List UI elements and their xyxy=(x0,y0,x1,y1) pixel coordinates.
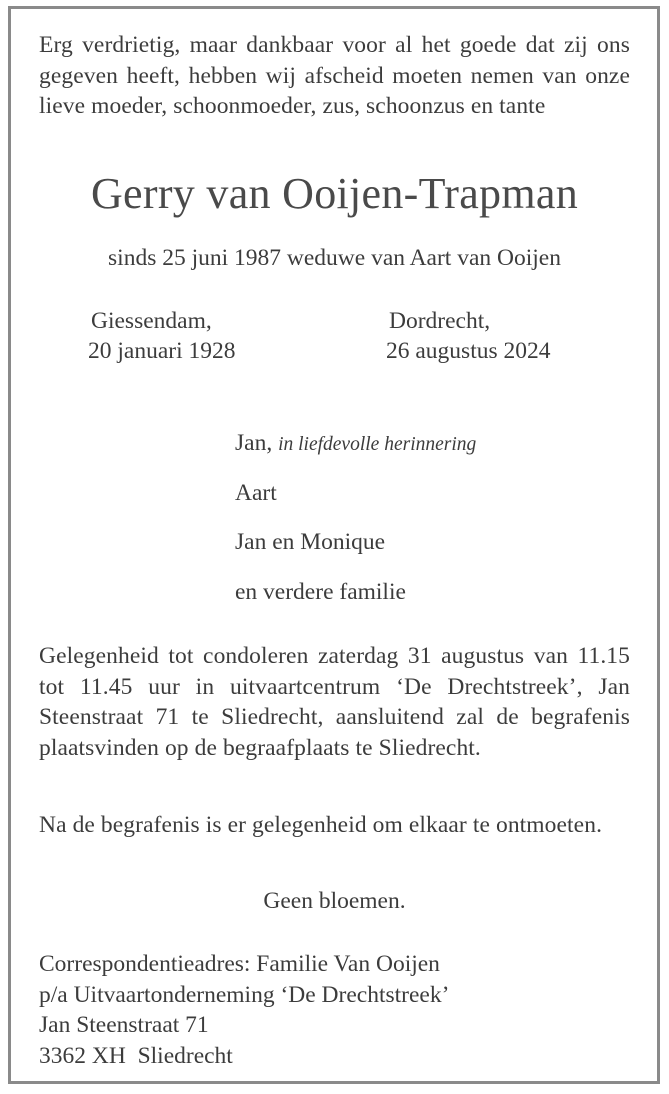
death-place: Dordrecht, xyxy=(389,308,491,334)
meeting-text: Na de begrafenis is er gelegenheid om elkaar te ontmoeten. xyxy=(39,812,603,838)
meeting-block xyxy=(39,810,630,841)
family-member: en verdere familie xyxy=(235,578,406,605)
condolence-block xyxy=(39,641,630,763)
intro-text: Erg verdrietig, maar dankbaar voor al het goede dat zij ons gegeven heeft, hebben wij afscheid moeten nemen van onze lieve moeder, schoonmoeder, zus, schoonzus en tante xyxy=(39,32,630,119)
address-line: 3362 XH Sliedrecht xyxy=(39,1042,233,1069)
family-member-name: Jan, xyxy=(235,430,273,456)
death-date: 26 augustus 2024 xyxy=(386,338,551,364)
address-line: Correspondentieadres: Familie Van Ooijen xyxy=(39,951,440,977)
family-member xyxy=(235,428,476,478)
correspondence-address xyxy=(39,949,449,1071)
widow-line: sinds 25 juni 1987 weduwe van Aart van Ooijen xyxy=(108,245,561,271)
death-info xyxy=(386,306,551,366)
birth-date: 20 januari 1928 xyxy=(88,338,236,364)
deceased-name: Gerry van Ooijen-Trapman xyxy=(90,169,578,218)
condolence-text: Gelegenheid tot condoleren zaterdag 31 augustus van 11.15 tot 11.45 uur in uitvaartcentrum ‘De Drechtstreek’, Jan Steenstraat 71 te Sliedrecht, aansluitend zal de begrafenis plaatsvinden op de begraafplaats te Sliedrecht. xyxy=(39,643,630,761)
announcement-intro-block xyxy=(39,30,630,122)
address-line: p/a Uitvaartonderneming ‘De Drechtstreek’ xyxy=(39,981,450,1008)
family-member: Jan en Monique xyxy=(235,529,386,555)
birth-place: Giessendam, xyxy=(91,308,212,334)
address-line: Jan Steenstraat 71 xyxy=(39,1012,209,1038)
family-list xyxy=(235,428,476,626)
birth-info xyxy=(88,306,236,366)
family-member: Aart xyxy=(235,479,277,506)
family-member-note: in liefdevolle herinnering xyxy=(278,434,477,455)
no-flowers-note: Geen bloemen. xyxy=(263,888,406,914)
